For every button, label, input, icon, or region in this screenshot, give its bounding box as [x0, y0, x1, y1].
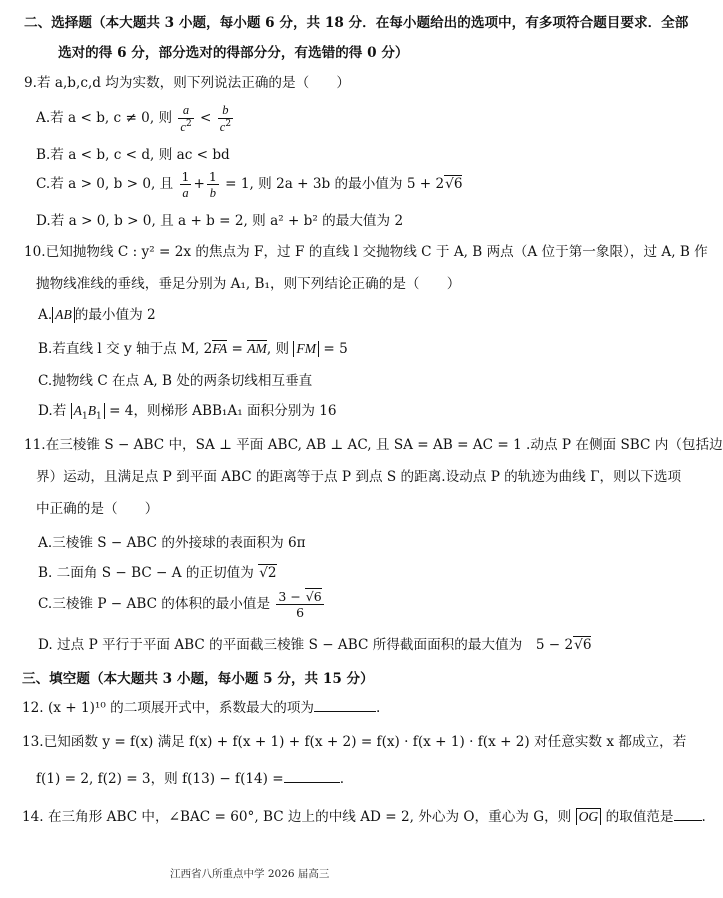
q9-option-d: D.若 a > 0, b > 0, 且 a + b = 2, 则 a² + b² 的最大值为 2 [36, 213, 404, 229]
q10-b-abs-fm: FM [293, 341, 319, 357]
q11-option-b [38, 564, 277, 582]
q13-answer-blank[interactable] [284, 768, 340, 783]
q10-option-d-suffix: = 4，则梯形 ABB₁A₁ 面积分别为 16 [109, 403, 337, 419]
q9-option-a-text: A.若 a < b, c ≠ 0, 则 [36, 110, 173, 126]
q9-c-frac-1a: $\frac{1}{a}$ [181, 168, 190, 200]
q9-c-frac-1b: $\frac{1}{b}$ [208, 168, 217, 200]
q10-d-abs-a1b1: $A_1B_1$ [71, 403, 105, 419]
q11-option-d [38, 636, 591, 654]
q11-option-a: A.三棱锥 S − ABC 的外接球的表面积为 6π [38, 535, 306, 551]
q10-a-abs-ab: AB [52, 307, 75, 323]
q10-b-vec-fa: FA [212, 341, 228, 356]
section2-header-line1: 二、选择题（本大题共 3 小题，每小题 6 分，共 18 分．在每小题给出的选项中，有多项符合题目要求．全部 [24, 15, 689, 31]
q13-line2: f(1) = 2, f(2) = 3，则 f(13) − f(14) = . [36, 768, 344, 788]
page-footer: 江西省八所重点中学 2026 届高三 [170, 868, 330, 880]
q14-abs-og: OG [576, 808, 602, 825]
section2-header-line2: 选对的得 6 分，部分选对的得部分分，有选错的得 0 分） [58, 45, 409, 61]
q11-option-d-prefix: D. 过点 P 平行于平面 ABC 的平面截三棱锥 S − ABC 所得截面面积的最大值为 5 − 2 [38, 637, 574, 653]
q10-option-a-suffix: 的最小值为 2 [74, 307, 156, 323]
q10-option-a: A. AB 的最小值为 2 [38, 307, 156, 323]
q11-stem-line2: 界）运动，且满足点 P 到平面 ABC 的距离等于点 P 到点 S 的距离.设动点 P 的轨迹为曲线 Γ，则以下选项 [36, 469, 682, 485]
q13-line2-text: f(1) = 2, f(2) = 3，则 f(13) − f(14) = [36, 771, 284, 787]
q12: 12. (x + 1)¹⁰ 的二项展开式中，系数最大的项为 . [22, 697, 380, 717]
q10-b-vec-am: AM [247, 341, 267, 356]
q11-b-sqrt: √2 [259, 565, 277, 581]
q9-a-frac-right: $\frac{b}{c^2}$ [219, 103, 232, 134]
q11-d-sqrt: √6 [574, 637, 592, 653]
q13-line1: 13.已知函数 y = f(x) 满足 f(x) + f(x + 1) + f(x + 2) = f(x) · f(x + 1) · f(x + 2) 对任意实数 x 都成立，若 [22, 734, 687, 750]
q12-answer-blank[interactable] [314, 697, 376, 712]
q11-option-c-prefix: C.三棱锥 P − ABC 的体积的最小值是 [38, 596, 271, 612]
q14: 14. 在三角形 ABC 中，∠BAC = 60°, BC 边上的中线 AD = 2, 外心为 O，重心为 G，则 OG 的取值范是 . [22, 806, 706, 826]
q11-stem-line1: 11.在三棱锥 S − ABC 中，SA ⊥ 平面 ABC, AB ⊥ AC, 且 SA = AB = AC = 1 .动点 P 在侧面 SBC 内（包括边 [24, 437, 723, 453]
q9-stem: 9.若 a,b,c,d 均为实数，则下列说法正确的是（ ） [24, 75, 350, 91]
q14-prefix: 14. 在三角形 ABC 中，∠BAC = 60°, BC 边上的中线 AD = 2, 外心为 O，重心为 G，则 [22, 809, 572, 825]
section3-header: 三、填空题（本大题共 3 小题，每小题 5 分，共 15 分） [22, 671, 374, 687]
q10-option-b-prefix: B.若直线 l 交 y 轴于点 M, 2 [38, 341, 213, 357]
q10-option-c: C.抛物线 C 在点 A, B 处的两条切线相互垂直 [38, 373, 313, 389]
q10-option-b: B.若直线 l 交 y 轴于点 M, 2FA = AM, 则 FM = 5 [38, 341, 348, 357]
q11-c-frac: $\frac{3 - √6}{6}$ [278, 589, 322, 620]
q14-suffix: 的取值范是 [605, 809, 674, 825]
q9-option-a: A.若 a < b, c ≠ 0, 则 $\frac{a}{c^2}$ < $\frac{b}{c^2}$ [36, 103, 232, 134]
q11-option-c [38, 586, 326, 622]
q9-c-sqrt: √6 [445, 176, 463, 192]
q9-option-c: C.若 a > 0, b > 0, 且 $\frac{1}{a}$ + $\frac{1}{b}$ = 1, 则 2a + 3b 的最小值为 5 + 2√6 [36, 168, 463, 200]
q10-stem-line2: 抛物线准线的垂线，垂足分别为 A₁, B₁，则下列结论正确的是（ ） [36, 276, 461, 292]
q9-option-b: B.若 a < b, c < d, 则 ac < bd [36, 147, 230, 163]
q11-stem-line3: 中正确的是（ ） [36, 501, 159, 517]
q9-option-c-prefix: C.若 a > 0, b > 0, 且 [36, 176, 174, 192]
q14-answer-blank[interactable] [674, 806, 702, 821]
q10-option-d: D.若 $A_1B_1 = 4$，则梯形 ABB₁A₁ 面积分别为 16 [38, 403, 337, 422]
q9-a-frac-left: $\frac{a}{c^2}$ [180, 103, 192, 134]
q10-stem-line1: 10.已知抛物线 C : y² = 2x 的焦点为 F，过 F 的直线 l 交抛物线 C 于 A, B 两点（A 位于第一象限），过 A, B 作 [24, 244, 708, 260]
q11-option-b-prefix: B. 二面角 S − BC − A 的正切值为 [38, 565, 254, 581]
q9-option-c-suffix: = 1, 则 2a + 3b 的最小值为 5 + 2 [225, 176, 445, 192]
q12-text: 12. (x + 1)¹⁰ 的二项展开式中，系数最大的项为 [22, 700, 315, 716]
